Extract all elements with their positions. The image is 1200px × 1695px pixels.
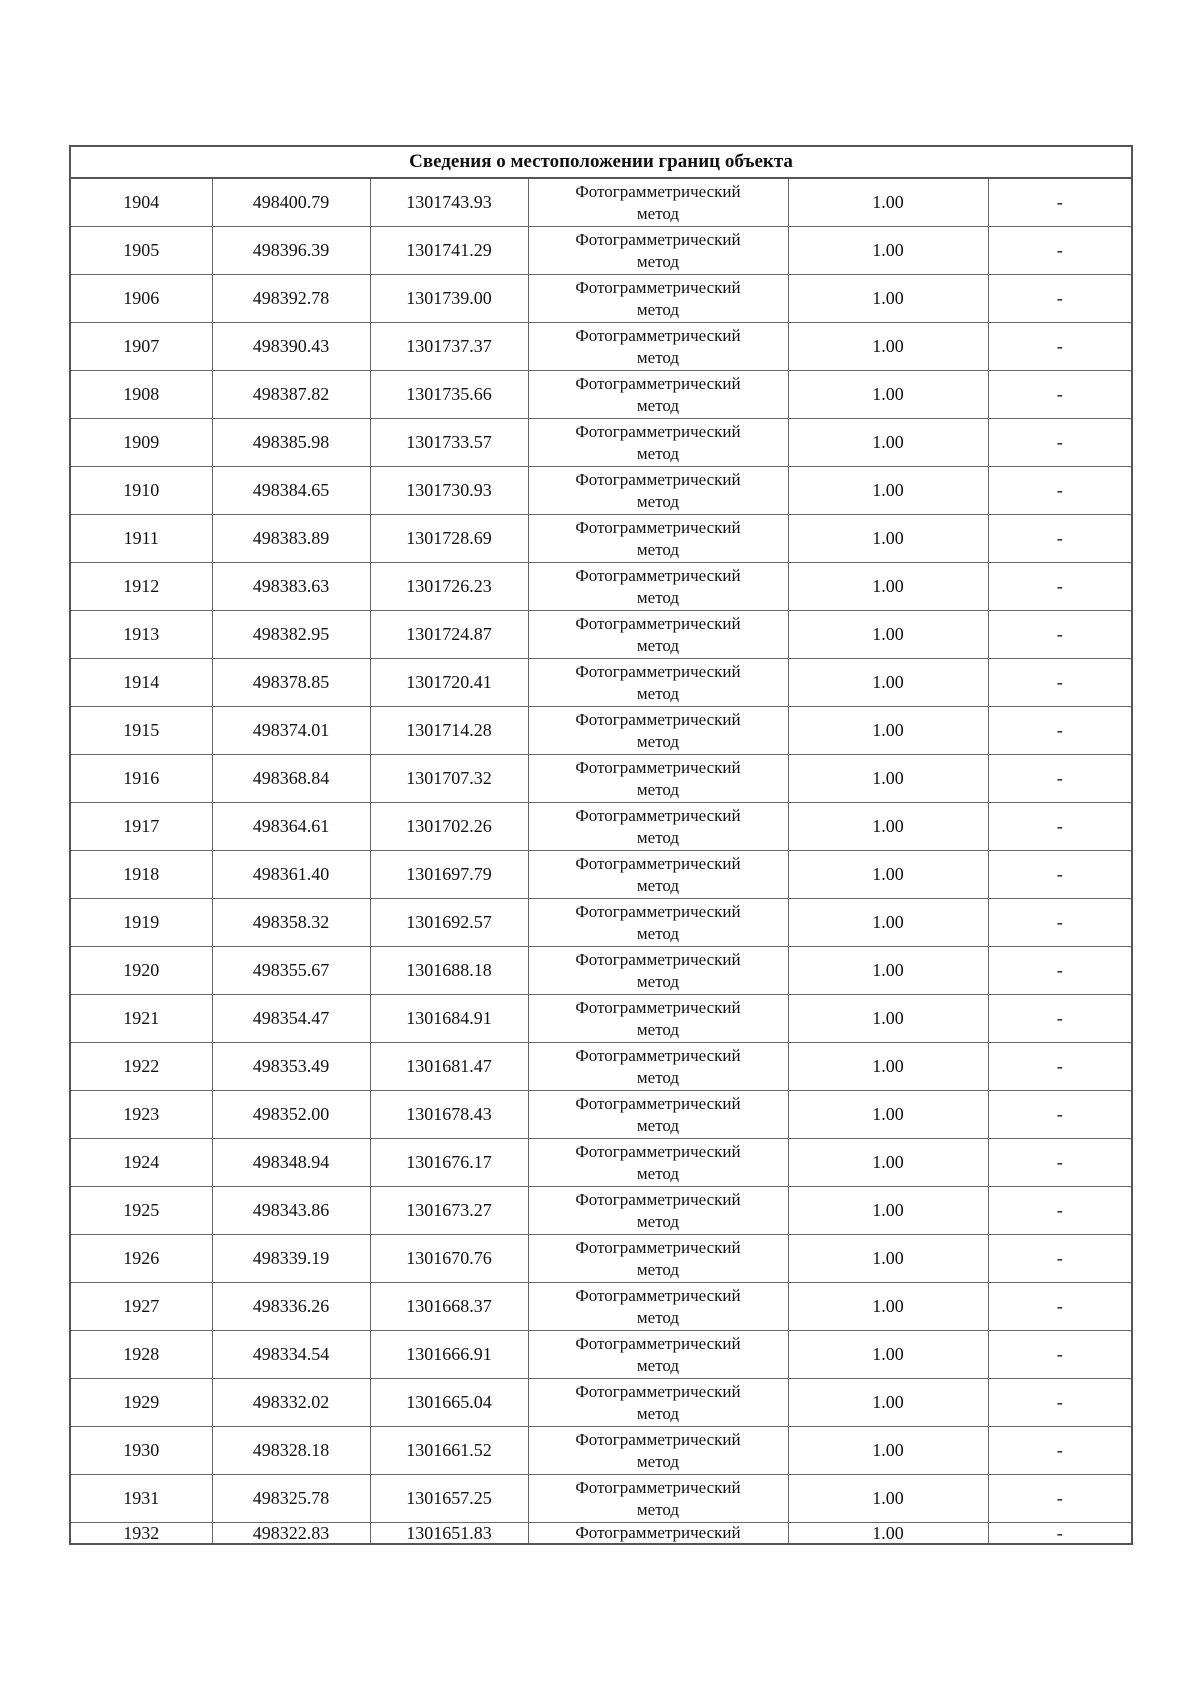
accuracy-cell: 1.00 <box>788 611 988 659</box>
accuracy-cell: 1.00 <box>788 1043 988 1091</box>
note-cell: - <box>988 803 1132 851</box>
method-cell <box>528 275 788 323</box>
method-line-2: метод <box>636 1019 680 1039</box>
point-number-cell: 1920 <box>70 947 212 995</box>
y-coordinate-cell: 1301702.26 <box>370 803 528 851</box>
method-line-1: Фотограмметрический <box>575 277 741 297</box>
note-cell: - <box>988 1283 1132 1331</box>
method-line-2: метод <box>636 635 680 655</box>
note-cell: - <box>988 178 1132 227</box>
x-coordinate-cell: 498352.00 <box>212 1091 370 1139</box>
point-number-cell: 1919 <box>70 899 212 947</box>
note-cell: - <box>988 1331 1132 1379</box>
note-cell: - <box>988 1379 1132 1427</box>
accuracy-cell: 1.00 <box>788 1187 988 1235</box>
x-coordinate-cell: 498358.32 <box>212 899 370 947</box>
point-number-cell: 1911 <box>70 515 212 563</box>
method-line-1: Фотограмметрический <box>575 709 741 729</box>
point-number-cell: 1917 <box>70 803 212 851</box>
note-cell: - <box>988 1187 1132 1235</box>
method-line-1: Фотограмметрический <box>575 901 741 921</box>
table-row-partial <box>70 1523 1132 1545</box>
method-line-1: Фотограмметрический <box>575 1237 741 1257</box>
boundary-coordinates-table <box>69 145 1133 1545</box>
method-cell <box>528 178 788 227</box>
table-row <box>70 851 1132 899</box>
method-cell <box>528 1475 788 1523</box>
y-coordinate-cell: 1301666.91 <box>370 1331 528 1379</box>
note-cell: - <box>988 419 1132 467</box>
x-coordinate-cell: 498361.40 <box>212 851 370 899</box>
method-line-2: метод <box>636 1259 680 1279</box>
point-number-cell: 1921 <box>70 995 212 1043</box>
accuracy-cell: 1.00 <box>788 1379 988 1427</box>
method-line-2: метод <box>636 875 680 895</box>
note-cell: - <box>988 611 1132 659</box>
method-line-2: метод <box>636 971 680 991</box>
table-title: Сведения о местоположении границ объекта <box>70 146 1132 178</box>
note-cell: - <box>988 515 1132 563</box>
y-coordinate-cell: 1301684.91 <box>370 995 528 1043</box>
accuracy-cell: 1.00 <box>788 1523 988 1545</box>
x-coordinate-cell: 498322.83 <box>212 1523 370 1545</box>
note-cell: - <box>988 467 1132 515</box>
point-number-cell: 1927 <box>70 1283 212 1331</box>
table-row <box>70 371 1132 419</box>
method-line-2: метод <box>636 1403 680 1423</box>
method-cell <box>528 803 788 851</box>
method-cell <box>528 227 788 275</box>
point-number-cell: 1908 <box>70 371 212 419</box>
method-cell <box>528 611 788 659</box>
method-cell <box>528 515 788 563</box>
method-cell <box>528 1331 788 1379</box>
method-line-1: Фотограмметрический <box>575 469 741 489</box>
point-number-cell: 1912 <box>70 563 212 611</box>
y-coordinate-cell: 1301673.27 <box>370 1187 528 1235</box>
method-line-2: метод <box>636 347 680 367</box>
point-number-cell: 1918 <box>70 851 212 899</box>
note-cell: - <box>988 995 1132 1043</box>
note-cell: - <box>988 1139 1132 1187</box>
method-line-2: метод <box>636 1355 680 1375</box>
x-coordinate-cell: 498348.94 <box>212 1139 370 1187</box>
y-coordinate-cell: 1301661.52 <box>370 1427 528 1475</box>
y-coordinate-cell: 1301714.28 <box>370 707 528 755</box>
method-cell <box>528 563 788 611</box>
table-row <box>70 659 1132 707</box>
x-coordinate-cell: 498374.01 <box>212 707 370 755</box>
x-coordinate-cell: 498355.67 <box>212 947 370 995</box>
note-cell: - <box>988 947 1132 995</box>
x-coordinate-cell: 498368.84 <box>212 755 370 803</box>
point-number-cell: 1924 <box>70 1139 212 1187</box>
method-cell <box>528 1379 788 1427</box>
y-coordinate-cell: 1301707.32 <box>370 755 528 803</box>
method-line-1: Фотограмметрический <box>575 1381 741 1401</box>
note-cell: - <box>988 227 1132 275</box>
accuracy-cell: 1.00 <box>788 1427 988 1475</box>
point-number-cell: 1932 <box>70 1523 212 1545</box>
x-coordinate-cell: 498353.49 <box>212 1043 370 1091</box>
y-coordinate-cell: 1301697.79 <box>370 851 528 899</box>
table-row <box>70 1235 1132 1283</box>
method-line-1: Фотограмметрический <box>575 1189 741 1209</box>
table-row <box>70 947 1132 995</box>
table-body <box>70 178 1132 1544</box>
point-number-cell: 1915 <box>70 707 212 755</box>
method-line-2: метод <box>636 1307 680 1327</box>
accuracy-cell: 1.00 <box>788 803 988 851</box>
table-row <box>70 1427 1132 1475</box>
point-number-cell: 1916 <box>70 755 212 803</box>
y-coordinate-cell: 1301678.43 <box>370 1091 528 1139</box>
point-number-cell: 1907 <box>70 323 212 371</box>
method-line-2: метод <box>636 395 680 415</box>
x-coordinate-cell: 498392.78 <box>212 275 370 323</box>
method-line-1: Фотограмметрический <box>575 517 741 537</box>
note-cell: - <box>988 1523 1132 1545</box>
method-cell <box>528 1139 788 1187</box>
method-line-1: Фотограмметрический <box>575 1093 741 1113</box>
point-number-cell: 1925 <box>70 1187 212 1235</box>
method-line-2: метод <box>636 1163 680 1183</box>
point-number-cell: 1906 <box>70 275 212 323</box>
note-cell: - <box>988 1043 1132 1091</box>
accuracy-cell: 1.00 <box>788 1139 988 1187</box>
accuracy-cell: 1.00 <box>788 419 988 467</box>
method-line-2: метод <box>636 923 680 943</box>
accuracy-cell: 1.00 <box>788 1331 988 1379</box>
y-coordinate-cell: 1301743.93 <box>370 178 528 227</box>
table-row <box>70 515 1132 563</box>
method-line-2: метод <box>636 1067 680 1087</box>
y-coordinate-cell: 1301692.57 <box>370 899 528 947</box>
method-line-1: Фотограмметрический <box>575 1045 741 1065</box>
method-line-2: метод <box>636 731 680 751</box>
method-line-1: Фотограмметрический <box>575 325 741 345</box>
method-line-2: метод <box>636 491 680 511</box>
point-number-cell: 1914 <box>70 659 212 707</box>
y-coordinate-cell: 1301651.83 <box>370 1523 528 1545</box>
method-line-1: Фотограмметрический <box>575 661 741 681</box>
point-number-cell: 1926 <box>70 1235 212 1283</box>
x-coordinate-cell: 498383.63 <box>212 563 370 611</box>
accuracy-cell: 1.00 <box>788 899 988 947</box>
y-coordinate-cell: 1301688.18 <box>370 947 528 995</box>
table-row <box>70 995 1132 1043</box>
note-cell: - <box>988 323 1132 371</box>
table-row <box>70 1283 1132 1331</box>
note-cell: - <box>988 1091 1132 1139</box>
accuracy-cell: 1.00 <box>788 563 988 611</box>
x-coordinate-cell: 498343.86 <box>212 1187 370 1235</box>
y-coordinate-cell: 1301681.47 <box>370 1043 528 1091</box>
note-cell: - <box>988 275 1132 323</box>
accuracy-cell: 1.00 <box>788 323 988 371</box>
y-coordinate-cell: 1301728.69 <box>370 515 528 563</box>
table-row <box>70 899 1132 947</box>
accuracy-cell: 1.00 <box>788 1091 988 1139</box>
y-coordinate-cell: 1301724.87 <box>370 611 528 659</box>
table-row <box>70 275 1132 323</box>
table-row <box>70 467 1132 515</box>
accuracy-cell: 1.00 <box>788 467 988 515</box>
method-line-2: метод <box>636 827 680 847</box>
x-coordinate-cell: 498382.95 <box>212 611 370 659</box>
point-number-cell: 1904 <box>70 178 212 227</box>
method-line-1: Фотограмметрический <box>575 1285 741 1305</box>
y-coordinate-cell: 1301737.37 <box>370 323 528 371</box>
note-cell: - <box>988 899 1132 947</box>
method-cell <box>528 1283 788 1331</box>
x-coordinate-cell: 498364.61 <box>212 803 370 851</box>
method-cell <box>528 1235 788 1283</box>
y-coordinate-cell: 1301730.93 <box>370 467 528 515</box>
method-cell: Фотограмметрический <box>528 1523 788 1545</box>
accuracy-cell: 1.00 <box>788 851 988 899</box>
x-coordinate-cell: 498387.82 <box>212 371 370 419</box>
note-cell: - <box>988 755 1132 803</box>
method-line-1: Фотограмметрический <box>575 421 741 441</box>
method-line-1: Фотограмметрический <box>575 1333 741 1353</box>
table-row <box>70 1091 1132 1139</box>
method-line-1: Фотограмметрический <box>575 181 741 201</box>
point-number-cell: 1905 <box>70 227 212 275</box>
y-coordinate-cell: 1301733.57 <box>370 419 528 467</box>
method-cell <box>528 371 788 419</box>
accuracy-cell: 1.00 <box>788 371 988 419</box>
method-line-1: Фотограмметрический <box>575 949 741 969</box>
method-line-2: метод <box>636 203 680 223</box>
x-coordinate-cell: 498325.78 <box>212 1475 370 1523</box>
method-line-1: Фотограмметрический <box>575 853 741 873</box>
method-line-2: метод <box>636 1451 680 1471</box>
y-coordinate-cell: 1301735.66 <box>370 371 528 419</box>
accuracy-cell: 1.00 <box>788 178 988 227</box>
method-line-2: метод <box>636 587 680 607</box>
note-cell: - <box>988 1475 1132 1523</box>
method-line-1: Фотограмметрический <box>575 1477 741 1497</box>
point-number-cell: 1913 <box>70 611 212 659</box>
note-cell: - <box>988 851 1132 899</box>
table-row <box>70 1379 1132 1427</box>
point-number-cell: 1923 <box>70 1091 212 1139</box>
point-number-cell: 1909 <box>70 419 212 467</box>
x-coordinate-cell: 498396.39 <box>212 227 370 275</box>
x-coordinate-cell: 498400.79 <box>212 178 370 227</box>
x-coordinate-cell: 498390.43 <box>212 323 370 371</box>
method-cell <box>528 947 788 995</box>
accuracy-cell: 1.00 <box>788 755 988 803</box>
point-number-cell: 1931 <box>70 1475 212 1523</box>
note-cell: - <box>988 659 1132 707</box>
accuracy-cell: 1.00 <box>788 227 988 275</box>
y-coordinate-cell: 1301657.25 <box>370 1475 528 1523</box>
x-coordinate-cell: 498383.89 <box>212 515 370 563</box>
method-cell <box>528 1427 788 1475</box>
x-coordinate-cell: 498332.02 <box>212 1379 370 1427</box>
table-title-row <box>70 146 1132 178</box>
point-number-cell: 1930 <box>70 1427 212 1475</box>
table-row <box>70 563 1132 611</box>
method-cell <box>528 659 788 707</box>
table-row <box>70 803 1132 851</box>
method-cell <box>528 1043 788 1091</box>
method-cell <box>528 323 788 371</box>
method-line-1: Фотограмметрический <box>575 565 741 585</box>
x-coordinate-cell: 498385.98 <box>212 419 370 467</box>
y-coordinate-cell: 1301726.23 <box>370 563 528 611</box>
table-row <box>70 755 1132 803</box>
method-cell <box>528 1091 788 1139</box>
accuracy-cell: 1.00 <box>788 947 988 995</box>
accuracy-cell: 1.00 <box>788 707 988 755</box>
method-line-2: метод <box>636 779 680 799</box>
method-line-2: метод <box>636 251 680 271</box>
method-cell <box>528 899 788 947</box>
accuracy-cell: 1.00 <box>788 1283 988 1331</box>
note-cell: - <box>988 707 1132 755</box>
point-number-cell: 1929 <box>70 1379 212 1427</box>
note-cell: - <box>988 563 1132 611</box>
accuracy-cell: 1.00 <box>788 275 988 323</box>
method-line-1: Фотограмметрический <box>575 613 741 633</box>
table-row <box>70 323 1132 371</box>
x-coordinate-cell: 498384.65 <box>212 467 370 515</box>
method-line-2: метод <box>636 539 680 559</box>
method-line-1: Фотограмметрический <box>575 757 741 777</box>
point-number-cell: 1922 <box>70 1043 212 1091</box>
method-cell <box>528 1187 788 1235</box>
accuracy-cell: 1.00 <box>788 1475 988 1523</box>
accuracy-cell: 1.00 <box>788 659 988 707</box>
accuracy-cell: 1.00 <box>788 515 988 563</box>
method-line-2: метод <box>636 1211 680 1231</box>
accuracy-cell: 1.00 <box>788 995 988 1043</box>
y-coordinate-cell: 1301676.17 <box>370 1139 528 1187</box>
method-cell <box>528 995 788 1043</box>
method-cell <box>528 755 788 803</box>
x-coordinate-cell: 498339.19 <box>212 1235 370 1283</box>
point-number-cell: 1928 <box>70 1331 212 1379</box>
method-line-1: Фотограмметрический <box>575 997 741 1017</box>
note-cell: - <box>988 1427 1132 1475</box>
table-row <box>70 227 1132 275</box>
y-coordinate-cell: 1301668.37 <box>370 1283 528 1331</box>
method-line-2: метод <box>636 443 680 463</box>
y-coordinate-cell: 1301720.41 <box>370 659 528 707</box>
table-row <box>70 611 1132 659</box>
method-line-2: метод <box>636 299 680 319</box>
method-line-2: метод <box>636 683 680 703</box>
x-coordinate-cell: 498328.18 <box>212 1427 370 1475</box>
method-cell <box>528 419 788 467</box>
y-coordinate-cell: 1301670.76 <box>370 1235 528 1283</box>
method-line-1: Фотограмметрический <box>575 1141 741 1161</box>
note-cell: - <box>988 371 1132 419</box>
note-cell: - <box>988 1235 1132 1283</box>
table-row <box>70 178 1132 227</box>
table-row <box>70 1331 1132 1379</box>
x-coordinate-cell: 498354.47 <box>212 995 370 1043</box>
method-line-1: Фотограмметрический <box>575 229 741 249</box>
method-line-2: метод <box>636 1115 680 1135</box>
table-row <box>70 1475 1132 1523</box>
method-line-2: метод <box>636 1499 680 1519</box>
point-number-cell: 1910 <box>70 467 212 515</box>
table-row <box>70 1139 1132 1187</box>
table-row <box>70 1043 1132 1091</box>
y-coordinate-cell: 1301665.04 <box>370 1379 528 1427</box>
method-cell <box>528 707 788 755</box>
method-cell <box>528 851 788 899</box>
method-line-1: Фотограмметрический <box>575 805 741 825</box>
x-coordinate-cell: 498334.54 <box>212 1331 370 1379</box>
x-coordinate-cell: 498336.26 <box>212 1283 370 1331</box>
table-row <box>70 1187 1132 1235</box>
table-row <box>70 707 1132 755</box>
method-line-1: Фотограмметрический <box>575 373 741 393</box>
y-coordinate-cell: 1301739.00 <box>370 275 528 323</box>
accuracy-cell: 1.00 <box>788 1235 988 1283</box>
y-coordinate-cell: 1301741.29 <box>370 227 528 275</box>
method-line-1: Фотограмметрический <box>575 1429 741 1449</box>
table-row <box>70 419 1132 467</box>
x-coordinate-cell: 498378.85 <box>212 659 370 707</box>
method-cell <box>528 467 788 515</box>
